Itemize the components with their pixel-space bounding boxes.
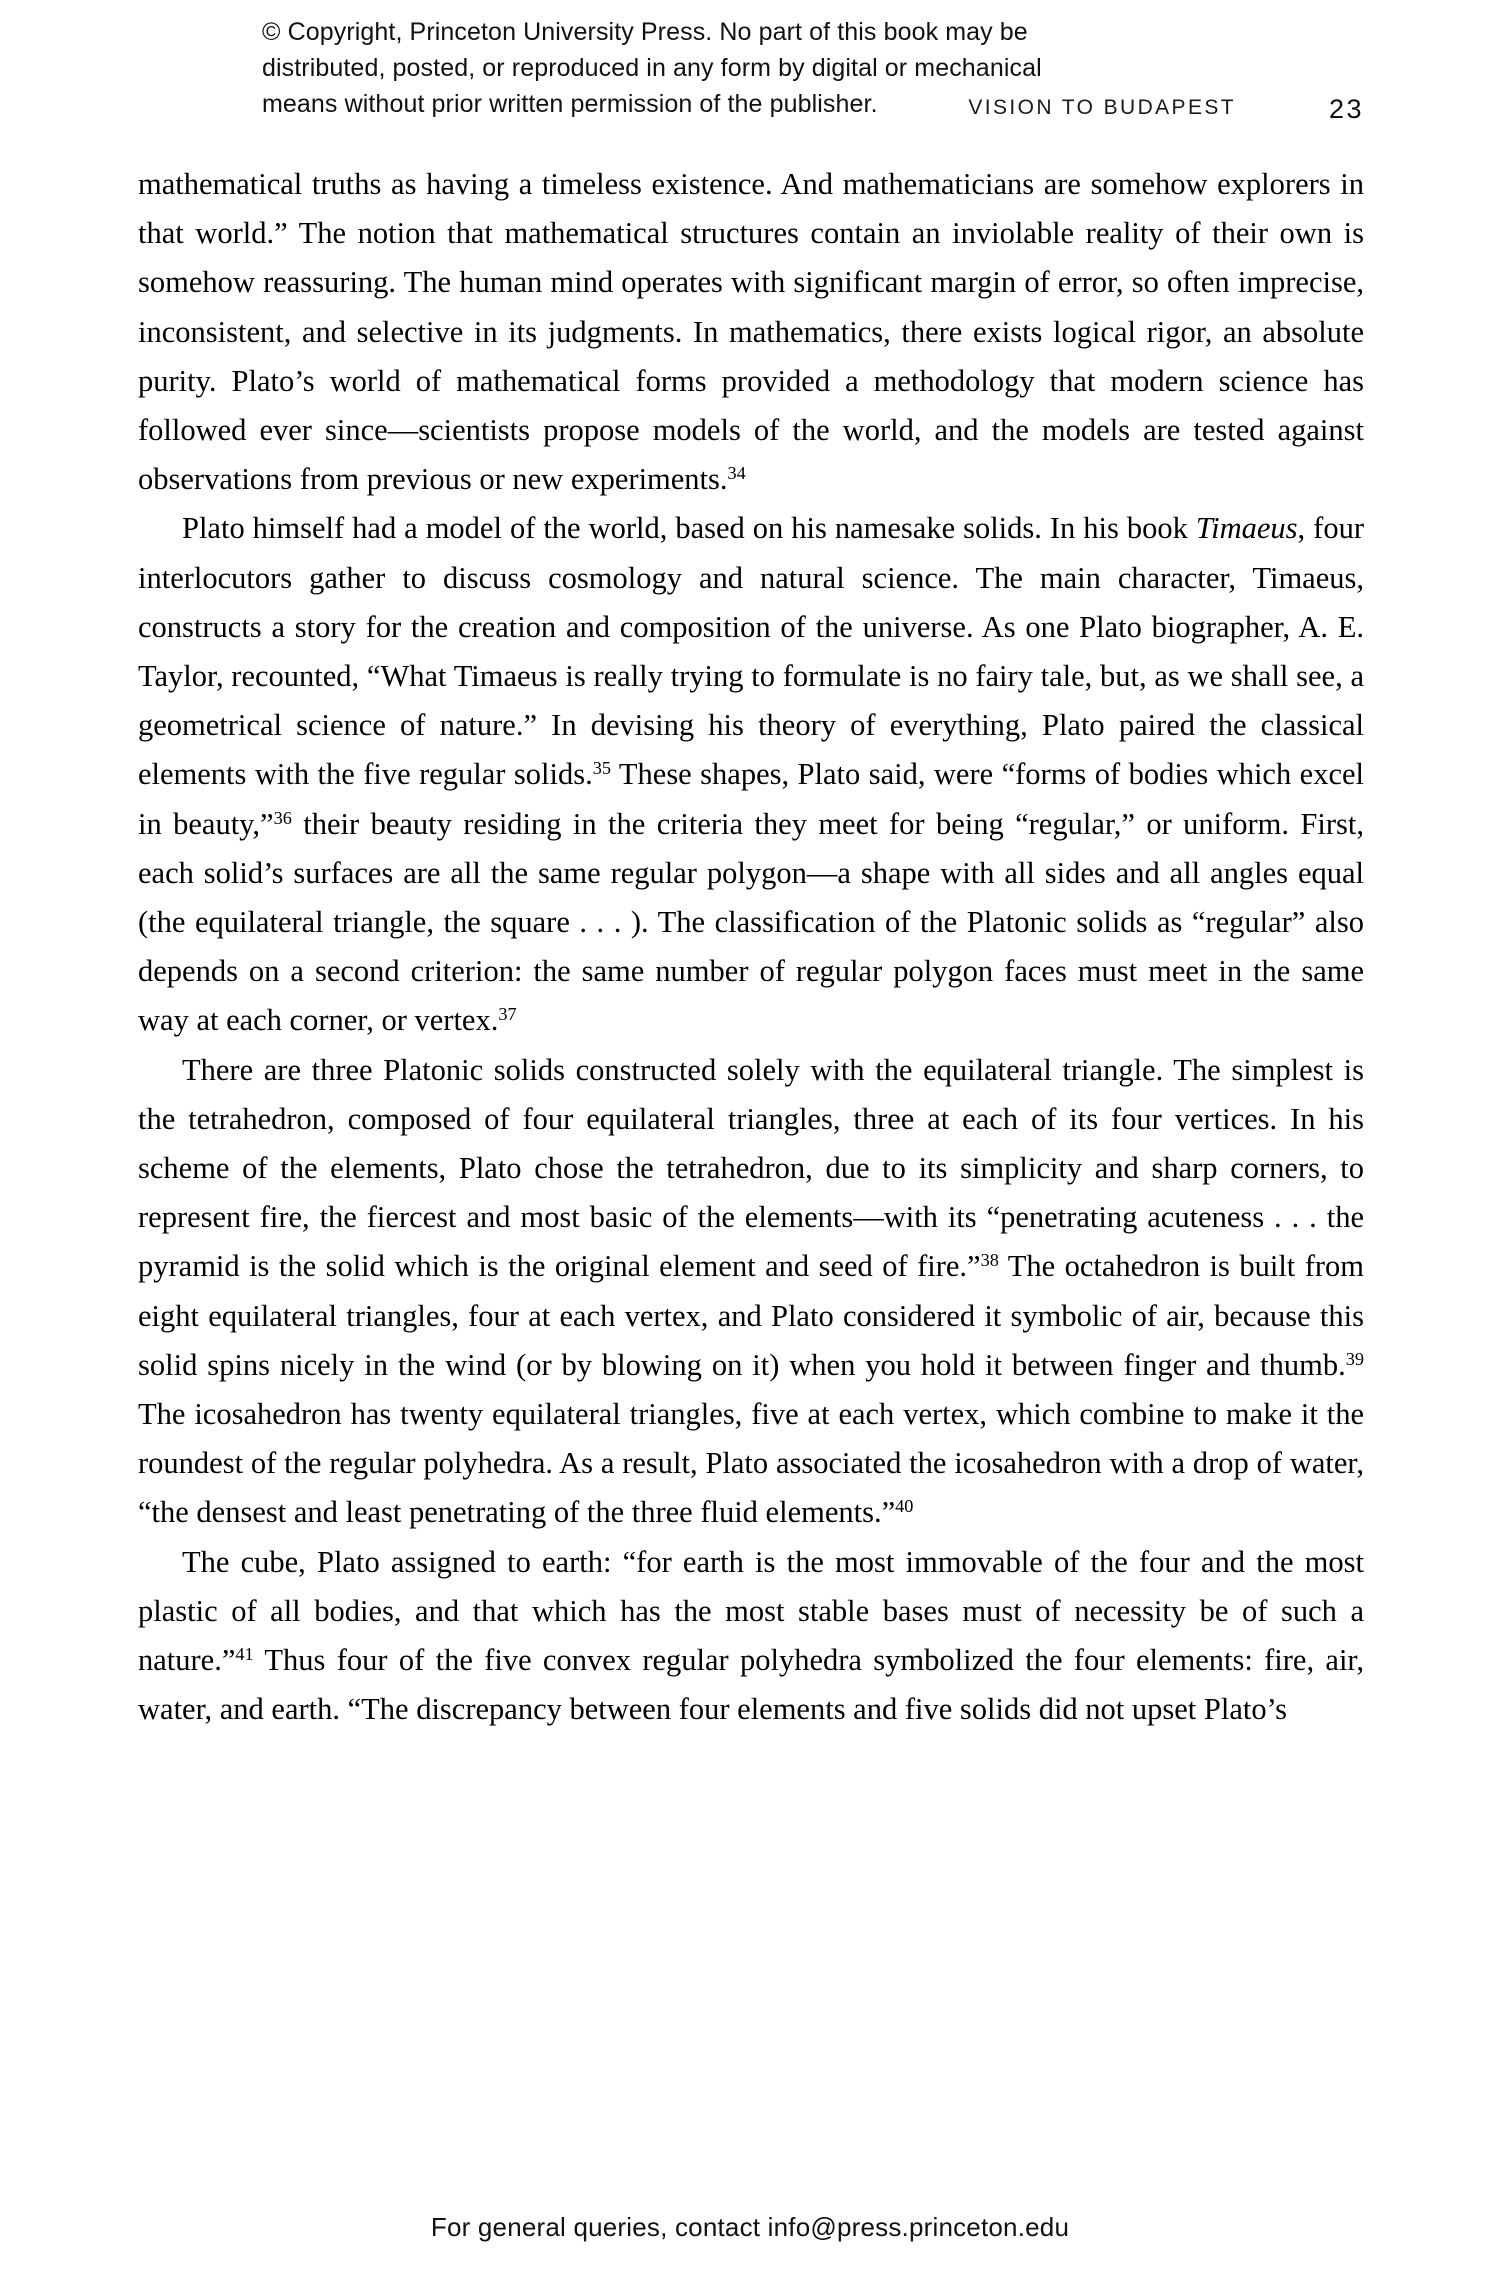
- page-footer: [0, 2212, 1500, 2243]
- page-number: 23: [1328, 94, 1364, 124]
- para-three-solids: [138, 1046, 1364, 1538]
- footnote-ref-35: 35: [592, 758, 611, 779]
- copyright-line-3: means without prior written permission of the publisher.: [262, 90, 878, 118]
- para-timaeus: [138, 504, 1364, 1045]
- para-continued: [138, 160, 1364, 504]
- running-head-title: VISION TO BUDAPEST: [968, 96, 1236, 119]
- text-run: The icosahedron has twenty equilateral triangles, five at each vertex, which combine to make it the roundest of the regular polyhedra. As a result, Plato associated the icosahedron with a drop of water, “the densest and least penetrating of the three fluid elements.”: [138, 1397, 1364, 1530]
- footnote-ref-36: 36: [273, 807, 292, 828]
- text-run: mathematical truths as having a timeless existence. And mathematicians are somehow explorers in that world.” The notion that mathematical structures contain an inviolable reality of their own is somehow reassuring. The human mind operates with significant margin of error, so often imprecise, inconsistent, and selective in its judgments. In mathematics, there exists logical rigor, an absolute purity. Plato’s world of mathematical forms provided a methodology that modern science has followed ever since—scientists propose models of the world, and the models are tested against observations from previous or new experiments.: [138, 167, 1364, 497]
- footnote-ref-38: 38: [980, 1250, 999, 1271]
- text-run: Thus four of the five convex regular polyhedra symbolized the four elements: fire, air, water, and earth. “The discrepancy between four elements and five solids did not upset Plato’s: [138, 1643, 1364, 1727]
- text-run: Plato himself had a model of the world, based on his namesake solids. In his book: [182, 511, 1196, 546]
- text-run: There are three Platonic solids constructed solely with the equilateral triangle. The simplest is the tetrahedron, composed of four equilateral triangles, three at each of its four vertices. In his scheme of the elements, Plato chose the tetrahedron, due to its simplicity and sharp corners, to represent fire, the fiercest and most basic of the elements—with its “penetrating acuteness . . . the pyramid is the solid which is the original element and seed of fire.”: [138, 1052, 1364, 1284]
- text-run: These shapes, Plato said, were “forms of bodies which excel in beauty,”: [138, 757, 1364, 841]
- para-cube: [138, 1538, 1364, 1735]
- footnote-ref-39: 39: [1345, 1348, 1364, 1369]
- text-run: The cube, Plato assigned to earth: “for earth is the most immovable of the four and the most plastic of all bodies, and that which has the most stable bases must of necessity be of such a nature.”: [138, 1544, 1364, 1678]
- italic-title: Timaeus: [1195, 511, 1298, 546]
- footnote-ref-40: 40: [895, 1496, 914, 1517]
- text-run: their beauty residing in the criteria they meet for being “regular,” or uniform. First, each solid’s surfaces are all the same regular polygon—a shape with all sides and all angles equal (the equilateral triangle, the square . . . ). The classification of the Platonic solids as “regular” also depends on a second criterion: the same number of regular polygon faces must meet in the same way at each corner, or vertex.: [138, 806, 1364, 1038]
- footnote-ref-34: 34: [727, 463, 746, 484]
- text-run: The octahedron is built from eight equilateral triangles, four at each vertex, and Plato considered it symbolic of air, because this solid spins nicely in the wind (or by blowing on it) when you hold it between finger and thumb.: [138, 1249, 1364, 1382]
- footnote-ref-37: 37: [498, 1004, 517, 1025]
- running-head: [138, 96, 1364, 128]
- footer-contact-text: For general queries, contact info@press.princeton.edu: [430, 2212, 1070, 2242]
- footnote-ref-41: 41: [235, 1644, 254, 1665]
- page-body: [138, 160, 1364, 1735]
- text-run: , four interlocutors gather to discuss cosmology and natural science. The main character, Timaeus, constructs a story for the creation and composition of the universe. As one Plato biographer, A. E. Taylor, recounted, “What Timaeus is really trying to formulate is no fairy tale, but, as we shall see, a geometrical science of nature.” In devising his theory of everything, Plato paired the classical elements with the five regular solids.: [138, 511, 1364, 792]
- copyright-line-2: distributed, posted, or reproduced in any form by digital or mechanical: [262, 54, 1042, 82]
- copyright-line-1: © Copyright, Princeton University Press. No part of this book may be: [262, 18, 1028, 46]
